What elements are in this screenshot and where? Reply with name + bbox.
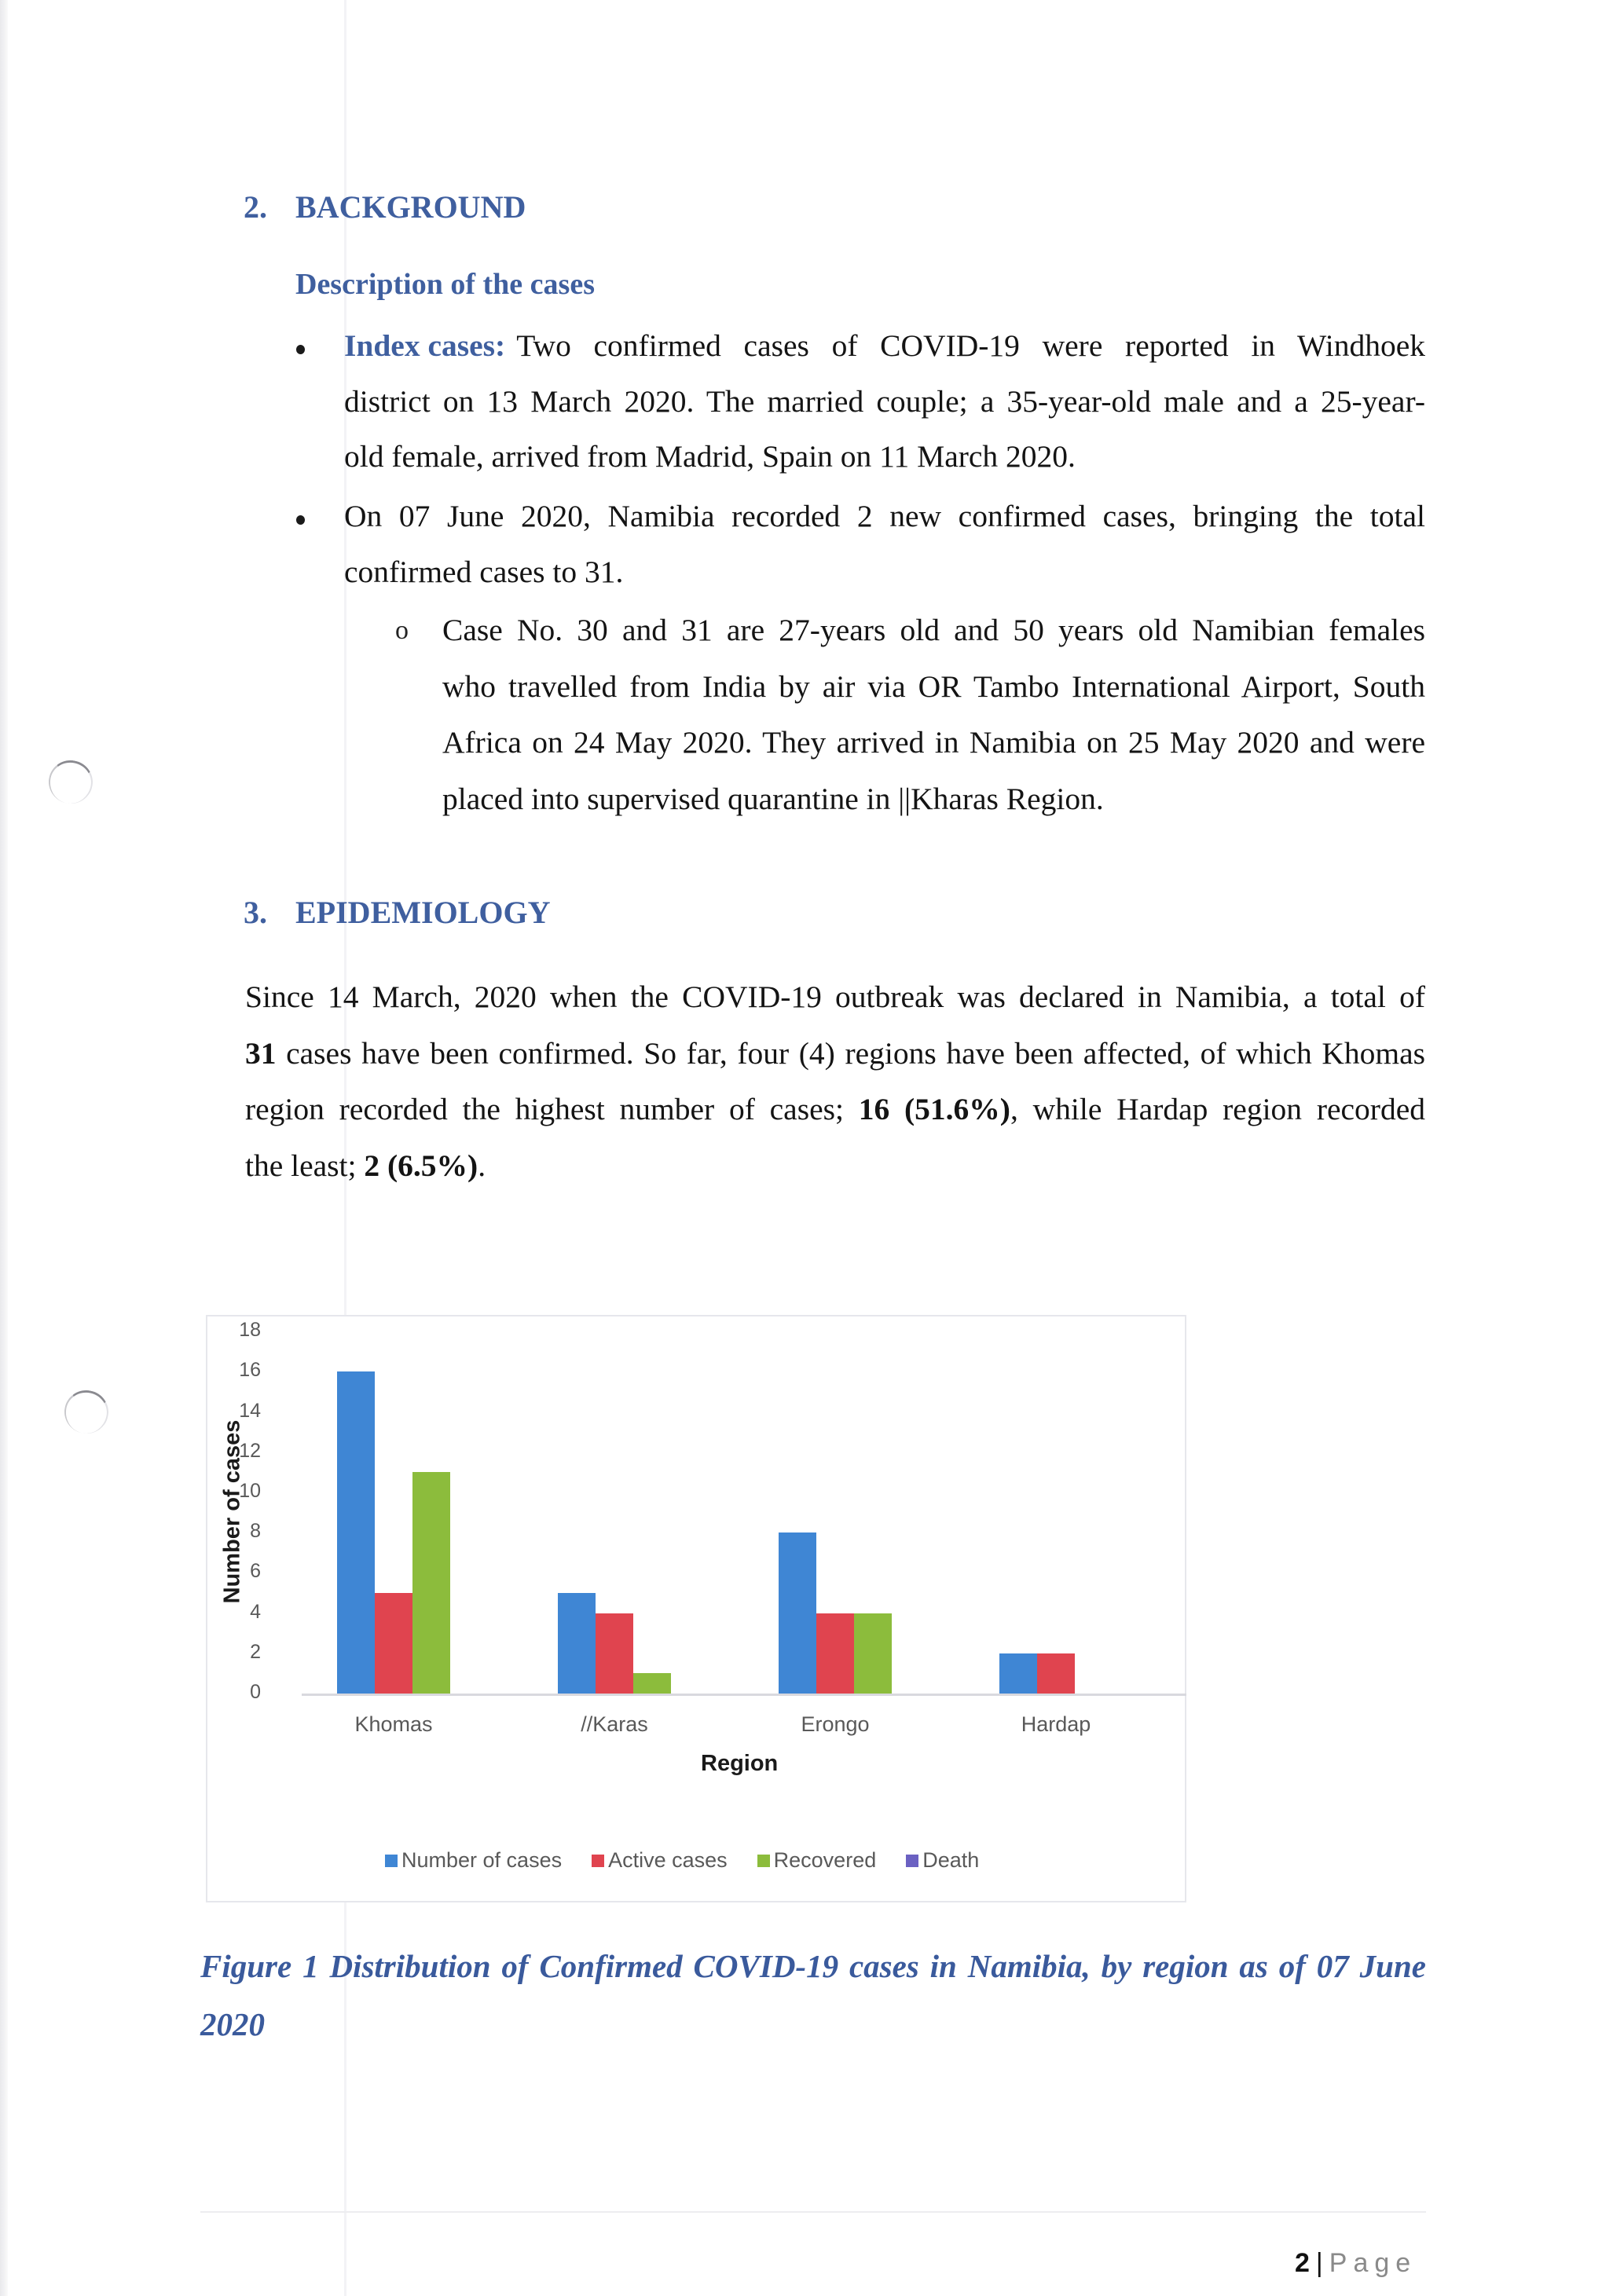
footer-divider xyxy=(200,2211,1426,2213)
bar-number-of-cases xyxy=(337,1371,375,1694)
bullet-icon xyxy=(296,345,305,354)
x-tick-label: Hardap xyxy=(1021,1712,1091,1736)
bar-active-cases xyxy=(816,1613,854,1694)
y-tick-label: 4 xyxy=(250,1600,261,1623)
bullet2-line1: On 07 June 2020, Namibia recorded 2 new confirmed cases, bringing the total xyxy=(344,499,1425,533)
page-number xyxy=(1295,2248,1417,2279)
y-axis-title: Number of cases xyxy=(219,1419,245,1603)
y-tick-label: 8 xyxy=(250,1520,261,1543)
page-word: Page xyxy=(1329,2248,1417,2278)
punch-hole-mark xyxy=(45,756,97,807)
y-tick-label: 14 xyxy=(239,1399,261,1422)
page-separator: | xyxy=(1315,2248,1323,2278)
bullet1-line2: district on 13 March 2020. The married couple; a 35-year-old male and a 25-year- xyxy=(344,384,1425,419)
bar-number-of-cases xyxy=(779,1532,816,1694)
epi-para-line4-pre: the least; xyxy=(245,1148,365,1183)
legend-swatch-icon xyxy=(906,1855,918,1867)
epi-para-line3 xyxy=(245,1091,1425,1127)
page-number-value: 2 xyxy=(1295,2248,1310,2278)
section-title-background: BACKGROUND xyxy=(295,189,526,225)
y-tick-label: 2 xyxy=(250,1640,261,1663)
bullet1-line3: old female, arrived from Madrid, Spain on 11 March 2020. xyxy=(344,439,1076,474)
circle-bullet-icon: o xyxy=(395,616,409,645)
section-number-background: 2. xyxy=(244,189,267,225)
punch-hole-mark xyxy=(60,1386,112,1437)
sub-bullet-line1: Case No. 30 and 31 are 27-years old and 50 years old Namibian females xyxy=(442,613,1425,647)
chart-legend xyxy=(385,1848,979,1873)
x-axis-title: Region xyxy=(701,1751,779,1776)
bar-active-cases xyxy=(1037,1653,1075,1694)
figure-caption-line1: Figure 1 Distribution of Confirmed COVID-19 cases in Namibia, by region as of 07 June xyxy=(200,1948,1426,1984)
khomas-stat: 16 (51.6%) xyxy=(858,1092,1010,1126)
epi-para-line4 xyxy=(245,1148,486,1184)
epi-para-line3-pre: region recorded the highest number of cases; xyxy=(245,1092,859,1126)
x-tick-label: //Karas xyxy=(581,1712,648,1736)
bar-active-cases xyxy=(596,1613,633,1694)
bar-number-of-cases xyxy=(558,1593,596,1694)
bullet1-line1 xyxy=(344,328,1425,364)
legend-swatch-icon xyxy=(385,1855,398,1867)
section-title-epidemiology: EPIDEMIOLOGY xyxy=(295,895,551,930)
bullet2-line2: confirmed cases to 31. xyxy=(344,555,624,589)
figure-caption-line2: 2020 xyxy=(200,2006,265,2042)
legend-item xyxy=(757,1848,877,1873)
y-tick-label: 10 xyxy=(239,1480,261,1502)
legend-label: Number of cases xyxy=(401,1848,563,1872)
sub-bullet-line2: who travelled from India by air via OR Tambo International Airport, South xyxy=(442,669,1425,704)
epi-para-line1: Since 14 March, 2020 when the COVID-19 outbreak was declared in Namibia, a total of xyxy=(245,980,1425,1014)
legend-label: Active cases xyxy=(608,1848,728,1872)
epi-para-line2-text: cases have been confirmed. So far, four (4) regions have been affected, of which Khomas xyxy=(276,1036,1425,1071)
bar-chart xyxy=(206,1315,1186,1902)
x-tick-label: Khomas xyxy=(354,1712,433,1736)
y-tick-label: 6 xyxy=(250,1560,261,1583)
bar-recovered xyxy=(412,1472,450,1694)
legend-label: Death xyxy=(922,1848,980,1872)
bar-number-of-cases xyxy=(999,1653,1037,1694)
epi-para-line4-post: . xyxy=(478,1148,486,1183)
section-number-epidemiology: 3. xyxy=(244,895,267,930)
bullet-icon xyxy=(296,515,305,525)
y-tick-label: 0 xyxy=(250,1681,261,1703)
y-tick-label: 18 xyxy=(239,1319,261,1342)
bar-recovered xyxy=(854,1613,892,1694)
y-tick-label: 16 xyxy=(239,1359,261,1382)
legend-item xyxy=(906,1848,979,1873)
scan-edge xyxy=(0,0,8,2296)
x-axis-line xyxy=(302,1694,1186,1696)
bullet1-line1-text: Two confirmed cases of COVID-19 were reported in Windhoek xyxy=(516,328,1425,363)
y-tick-label: 12 xyxy=(239,1439,261,1462)
epi-para-line3-post: , while Hardap region recorded xyxy=(1010,1092,1425,1126)
sub-bullet-line4: placed into supervised quarantine in ||Kharas Region. xyxy=(442,782,1104,816)
subheading-description: Description of the cases xyxy=(295,268,595,301)
bar-recovered xyxy=(633,1673,671,1694)
bar-active-cases xyxy=(375,1593,412,1694)
legend-item xyxy=(385,1848,562,1873)
epi-para-line2 xyxy=(245,1035,1425,1071)
x-tick-label: Erongo xyxy=(801,1712,870,1736)
sub-bullet-line3: Africa on 24 May 2020. They arrived in Namibia on 25 May 2020 and were xyxy=(442,725,1425,760)
total-cases-value: 31 xyxy=(245,1036,277,1071)
index-cases-label: Index cases: xyxy=(344,328,506,363)
legend-swatch-icon xyxy=(757,1855,770,1867)
legend-swatch-icon xyxy=(592,1855,604,1867)
legend-item xyxy=(592,1848,728,1873)
legend-label: Recovered xyxy=(773,1848,877,1872)
hardap-stat: 2 (6.5%) xyxy=(364,1148,478,1183)
